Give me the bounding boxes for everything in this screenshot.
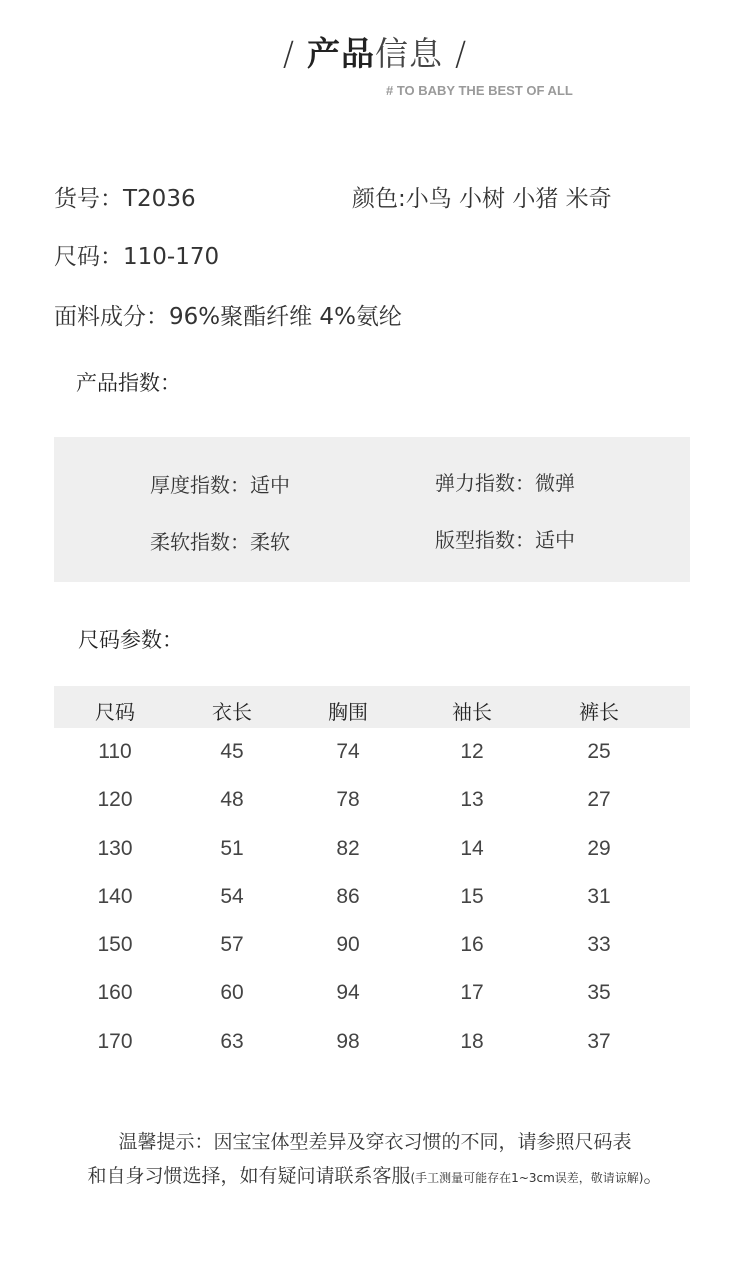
table-cell: 160 xyxy=(97,981,133,1005)
table-row xyxy=(54,728,690,776)
tip-line-2-end: 。 xyxy=(643,1165,663,1187)
page-title xyxy=(0,28,750,75)
table-cell: 140 xyxy=(97,884,133,908)
table-cell: 57 xyxy=(220,933,244,957)
tip-line-1: 温馨提示：因宝宝体型差异及穿衣习惯的不同，请参照尺码表 xyxy=(118,1131,632,1153)
table-cell: 14 xyxy=(460,836,484,860)
table-cell: 130 xyxy=(97,836,133,860)
tip-line-2-main: 和自身习惯选择，如有疑问请联系客服 xyxy=(87,1165,411,1187)
table-cell: 37 xyxy=(587,1029,611,1053)
column-header: 衣长 xyxy=(212,700,252,724)
table-cell: 86 xyxy=(336,884,360,908)
table-cell: 29 xyxy=(587,836,611,860)
table-cell: 35 xyxy=(587,981,611,1005)
tip-line-2 xyxy=(0,1161,750,1188)
table-cell: 110 xyxy=(98,740,132,763)
table-header xyxy=(54,686,690,728)
table-cell: 13 xyxy=(460,788,484,812)
title-slash-right: / xyxy=(455,34,468,73)
table-cell: 90 xyxy=(336,933,360,957)
tip-note: (手工测量可能存在1~3cm误差，敬请谅解) xyxy=(410,1171,644,1185)
item-number: 货号：T2036 xyxy=(54,186,196,212)
table-row xyxy=(54,1018,690,1066)
table-row xyxy=(54,969,690,1017)
size-range: 尺码：110-170 xyxy=(54,244,220,270)
column-header: 胸围 xyxy=(328,700,368,724)
elasticity-index: 弹力指数：微弹 xyxy=(435,471,575,495)
title-slash-left: / xyxy=(282,34,295,73)
table-cell: 16 xyxy=(460,933,484,957)
table-cell: 18 xyxy=(460,1029,484,1053)
column-header: 袖长 xyxy=(452,700,492,724)
table-cell: 15 xyxy=(460,884,484,908)
product-index-title: 产品指数： xyxy=(76,371,181,395)
product-index-box xyxy=(54,437,690,582)
title-bold: 产品 xyxy=(307,34,375,73)
table-cell: 74 xyxy=(336,740,360,763)
column-header: 尺码 xyxy=(95,700,135,724)
table-cell: 27 xyxy=(587,788,611,812)
table-cell: 25 xyxy=(587,740,611,763)
thickness-index: 厚度指数：适中 xyxy=(150,473,290,497)
table-cell: 45 xyxy=(220,740,244,763)
softness-index: 柔软指数：柔软 xyxy=(150,530,290,554)
table-cell: 82 xyxy=(336,836,360,860)
table-cell: 31 xyxy=(587,884,611,908)
table-row xyxy=(54,825,690,873)
table-row xyxy=(54,873,690,921)
table-cell: 63 xyxy=(220,1029,244,1053)
table-cell: 54 xyxy=(220,884,244,908)
fit-index: 版型指数：适中 xyxy=(435,528,575,552)
fabric-composition: 面料成分：96%聚酯纤维 4%氨纶 xyxy=(54,304,402,330)
page-header xyxy=(0,28,750,75)
size-table xyxy=(54,686,690,1066)
table-row xyxy=(54,921,690,969)
title-light: 信息 xyxy=(375,34,443,73)
table-cell: 48 xyxy=(220,788,244,812)
table-cell: 150 xyxy=(97,933,133,957)
table-cell: 51 xyxy=(220,836,244,860)
table-cell: 17 xyxy=(460,981,484,1005)
table-cell: 94 xyxy=(336,981,360,1005)
table-cell: 170 xyxy=(97,1029,133,1053)
size-params-title: 尺码参数： xyxy=(78,628,183,652)
table-row xyxy=(54,776,690,824)
table-cell: 12 xyxy=(460,740,484,763)
table-cell: 98 xyxy=(336,1029,360,1053)
table-cell: 33 xyxy=(587,933,611,957)
table-cell: 78 xyxy=(336,788,360,812)
column-header: 裤长 xyxy=(579,700,619,724)
table-cell: 120 xyxy=(97,788,133,812)
color-options: 颜色:小鸟 小树 小猪 米奇 xyxy=(352,186,612,212)
page-subtitle: # TO BABY THE BEST OF ALL xyxy=(386,83,573,98)
table-cell: 60 xyxy=(220,981,244,1005)
